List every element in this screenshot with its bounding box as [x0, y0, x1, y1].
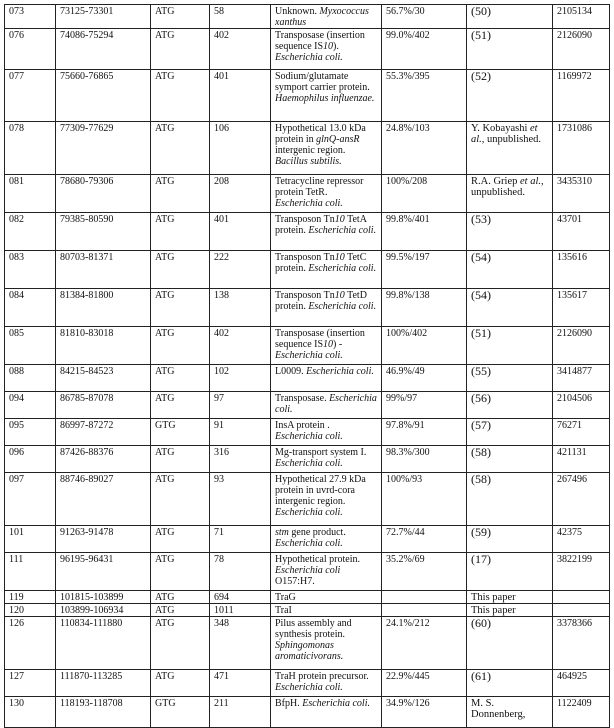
- reference-cell: (54): [467, 289, 553, 327]
- orf-number-cell: 120: [5, 604, 56, 617]
- table-row: [5, 327, 610, 365]
- description-cell: Pilus assembly and synthesis protein. Sphingomonas aromaticivorans.: [271, 617, 382, 670]
- start-codon-cell: GTG: [151, 419, 210, 446]
- start-codon-cell: ATG: [151, 526, 210, 553]
- coordinates-cell: 111870-113285: [56, 670, 151, 697]
- orf-number-cell: 078: [5, 122, 56, 175]
- length-cell: 106: [210, 122, 271, 175]
- accession-cell: 1122409: [553, 697, 610, 728]
- identity-cell: 100%/93: [382, 473, 467, 526]
- length-cell: 138: [210, 289, 271, 327]
- start-codon-cell: ATG: [151, 604, 210, 617]
- identity-cell: 22.9%/445: [382, 670, 467, 697]
- start-codon-cell: ATG: [151, 289, 210, 327]
- orf-number-cell: 097: [5, 473, 56, 526]
- start-codon-cell: ATG: [151, 213, 210, 251]
- coordinates-cell: 96195-96431: [56, 553, 151, 591]
- orf-number-cell: 076: [5, 29, 56, 70]
- coordinates-cell: 86997-87272: [56, 419, 151, 446]
- identity-cell: 34.9%/126: [382, 697, 467, 728]
- length-cell: 401: [210, 213, 271, 251]
- table-row: [5, 697, 610, 728]
- start-codon-cell: ATG: [151, 553, 210, 591]
- accession-cell: 76271: [553, 419, 610, 446]
- description-cell: TraH protein precursor. Escherichia coli.: [271, 670, 382, 697]
- start-codon-cell: ATG: [151, 175, 210, 213]
- orf-number-cell: 083: [5, 251, 56, 289]
- accession-cell: 267496: [553, 473, 610, 526]
- accession-cell: 43701: [553, 213, 610, 251]
- description-cell: Mg-transport system I. Escherichia coli.: [271, 446, 382, 473]
- reference-cell: This paper: [467, 591, 553, 604]
- reference-cell: (50): [467, 5, 553, 29]
- length-cell: 91: [210, 419, 271, 446]
- accession-cell: 3378366: [553, 617, 610, 670]
- length-cell: 471: [210, 670, 271, 697]
- orf-number-cell: 094: [5, 392, 56, 419]
- orf-number-cell: 119: [5, 591, 56, 604]
- table-row: [5, 175, 610, 213]
- table-row: [5, 526, 610, 553]
- start-codon-cell: ATG: [151, 29, 210, 70]
- identity-cell: 24.1%/212: [382, 617, 467, 670]
- orf-number-cell: 101: [5, 526, 56, 553]
- start-codon-cell: ATG: [151, 365, 210, 392]
- length-cell: 71: [210, 526, 271, 553]
- start-codon-cell: ATG: [151, 670, 210, 697]
- reference-cell: (51): [467, 327, 553, 365]
- length-cell: 402: [210, 327, 271, 365]
- identity-cell: 24.8%/103: [382, 122, 467, 175]
- accession-cell: 464925: [553, 670, 610, 697]
- length-cell: 316: [210, 446, 271, 473]
- table-row: [5, 365, 610, 392]
- accession-cell: 2105134: [553, 5, 610, 29]
- reference-cell: (57): [467, 419, 553, 446]
- coordinates-cell: 80703-81371: [56, 251, 151, 289]
- table-row: [5, 604, 610, 617]
- length-cell: 1011: [210, 604, 271, 617]
- coordinates-cell: 78680-79306: [56, 175, 151, 213]
- length-cell: 78: [210, 553, 271, 591]
- coordinates-cell: 75660-76865: [56, 70, 151, 122]
- accession-cell: [553, 591, 610, 604]
- accession-cell: 135616: [553, 251, 610, 289]
- description-cell: L0009. Escherichia coli.: [271, 365, 382, 392]
- length-cell: 402: [210, 29, 271, 70]
- start-codon-cell: ATG: [151, 591, 210, 604]
- length-cell: 97: [210, 392, 271, 419]
- reference-cell: This paper: [467, 604, 553, 617]
- description-cell: TraI: [271, 604, 382, 617]
- table-row: [5, 5, 610, 29]
- accession-cell: [553, 604, 610, 617]
- orf-number-cell: 096: [5, 446, 56, 473]
- description-cell: Transposase (insertion sequence IS10) - Escherichia coli.: [271, 327, 382, 365]
- description-cell: TraG: [271, 591, 382, 604]
- reference-cell: M. S. Donnenberg,: [467, 697, 553, 728]
- description-cell: InsA protein . Escherichia coli.: [271, 419, 382, 446]
- reference-cell: (58): [467, 473, 553, 526]
- description-cell: Hypothetical 13.0 kDa protein in glnQ-ansR intergenic region. Bacillus subtilis.: [271, 122, 382, 175]
- table-row: [5, 591, 610, 604]
- table-row: [5, 29, 610, 70]
- reference-cell: (61): [467, 670, 553, 697]
- orf-number-cell: 084: [5, 289, 56, 327]
- identity-cell: 98.3%/300: [382, 446, 467, 473]
- description-cell: Hypothetical protein. Escherichia coli O157:H7.: [271, 553, 382, 591]
- accession-cell: 1169972: [553, 70, 610, 122]
- accession-cell: 42375: [553, 526, 610, 553]
- orf-number-cell: 088: [5, 365, 56, 392]
- start-codon-cell: ATG: [151, 446, 210, 473]
- description-cell: BfpH. Escherichia coli.: [271, 697, 382, 728]
- identity-cell: 99.8%/138: [382, 289, 467, 327]
- orf-table-body: [5, 5, 610, 728]
- coordinates-cell: 81384-81800: [56, 289, 151, 327]
- length-cell: 401: [210, 70, 271, 122]
- orf-number-cell: 081: [5, 175, 56, 213]
- description-cell: Hypothetical 27.9 kDa protein in uvrd-cora intergenic region. Escherichia coli.: [271, 473, 382, 526]
- start-codon-cell: ATG: [151, 70, 210, 122]
- reference-cell: (52): [467, 70, 553, 122]
- coordinates-cell: 91263-91478: [56, 526, 151, 553]
- table-row: [5, 473, 610, 526]
- orf-number-cell: 095: [5, 419, 56, 446]
- start-codon-cell: ATG: [151, 473, 210, 526]
- orf-number-cell: 111: [5, 553, 56, 591]
- orf-table: [4, 4, 610, 728]
- orf-number-cell: 085: [5, 327, 56, 365]
- identity-cell: 72.7%/44: [382, 526, 467, 553]
- coordinates-cell: 110834-111880: [56, 617, 151, 670]
- coordinates-cell: 81810-83018: [56, 327, 151, 365]
- coordinates-cell: 73125-73301: [56, 5, 151, 29]
- description-cell: Unknown. Myxococcus xanthus: [271, 5, 382, 29]
- accession-cell: 2126090: [553, 327, 610, 365]
- table-row: [5, 251, 610, 289]
- reference-cell: (53): [467, 213, 553, 251]
- accession-cell: 3414877: [553, 365, 610, 392]
- identity-cell: 99.0%/402: [382, 29, 467, 70]
- start-codon-cell: ATG: [151, 5, 210, 29]
- coordinates-cell: 88746-89027: [56, 473, 151, 526]
- identity-cell: 46.9%/49: [382, 365, 467, 392]
- start-codon-cell: ATG: [151, 251, 210, 289]
- accession-cell: 421131: [553, 446, 610, 473]
- length-cell: 102: [210, 365, 271, 392]
- description-cell: Transposon Tn10 TetD protein. Escherichia coli.: [271, 289, 382, 327]
- identity-cell: 56.7%/30: [382, 5, 467, 29]
- orf-number-cell: 130: [5, 697, 56, 728]
- reference-cell: (56): [467, 392, 553, 419]
- identity-cell: 99%/97: [382, 392, 467, 419]
- length-cell: 348: [210, 617, 271, 670]
- length-cell: 208: [210, 175, 271, 213]
- reference-cell: (59): [467, 526, 553, 553]
- reference-cell: (58): [467, 446, 553, 473]
- description-cell: Transposase. Escherichia coli.: [271, 392, 382, 419]
- accession-cell: 135617: [553, 289, 610, 327]
- description-cell: stm gene product. Escherichia coli.: [271, 526, 382, 553]
- description-cell: Transposon Tn10 TetA protein. Escherichia coli.: [271, 213, 382, 251]
- identity-cell: 97.8%/91: [382, 419, 467, 446]
- table-row: [5, 289, 610, 327]
- start-codon-cell: ATG: [151, 617, 210, 670]
- start-codon-cell: ATG: [151, 122, 210, 175]
- coordinates-cell: 118193-118708: [56, 697, 151, 728]
- orf-number-cell: 127: [5, 670, 56, 697]
- orf-number-cell: 126: [5, 617, 56, 670]
- length-cell: 58: [210, 5, 271, 29]
- coordinates-cell: 84215-84523: [56, 365, 151, 392]
- coordinates-cell: 87426-88376: [56, 446, 151, 473]
- length-cell: 222: [210, 251, 271, 289]
- description-cell: Transposase (insertion sequence IS10). Escherichia coli.: [271, 29, 382, 70]
- reference-cell: Y. Kobayashi et al., unpublished.: [467, 122, 553, 175]
- start-codon-cell: GTG: [151, 697, 210, 728]
- description-cell: Sodium/glutamate symport carrier protein. Haemophilus influenzae.: [271, 70, 382, 122]
- coordinates-cell: 77309-77629: [56, 122, 151, 175]
- table-row: [5, 617, 610, 670]
- identity-cell: 35.2%/69: [382, 553, 467, 591]
- reference-cell: R.A. Griep et al., unpublished.: [467, 175, 553, 213]
- coordinates-cell: 74086-75294: [56, 29, 151, 70]
- reference-cell: (17): [467, 553, 553, 591]
- orf-number-cell: 082: [5, 213, 56, 251]
- coordinates-cell: 79385-80590: [56, 213, 151, 251]
- accession-cell: 3822199: [553, 553, 610, 591]
- identity-cell: 100%/402: [382, 327, 467, 365]
- description-cell: Transposon Tn10 TetC protein. Escherichia coli.: [271, 251, 382, 289]
- accession-cell: 2126090: [553, 29, 610, 70]
- orf-number-cell: 077: [5, 70, 56, 122]
- reference-cell: (51): [467, 29, 553, 70]
- coordinates-cell: 101815-103899: [56, 591, 151, 604]
- length-cell: 93: [210, 473, 271, 526]
- start-codon-cell: ATG: [151, 327, 210, 365]
- table-row: [5, 122, 610, 175]
- length-cell: 211: [210, 697, 271, 728]
- table-row: [5, 213, 610, 251]
- identity-cell: [382, 591, 467, 604]
- table-row: [5, 553, 610, 591]
- coordinates-cell: 86785-87078: [56, 392, 151, 419]
- reference-cell: (60): [467, 617, 553, 670]
- identity-cell: 100%/208: [382, 175, 467, 213]
- table-row: [5, 392, 610, 419]
- reference-cell: (55): [467, 365, 553, 392]
- reference-cell: (54): [467, 251, 553, 289]
- table-row: [5, 446, 610, 473]
- accession-cell: 1731086: [553, 122, 610, 175]
- coordinates-cell: 103899-106934: [56, 604, 151, 617]
- accession-cell: 2104506: [553, 392, 610, 419]
- identity-cell: 99.8%/401: [382, 213, 467, 251]
- accession-cell: 3435310: [553, 175, 610, 213]
- identity-cell: 55.3%/395: [382, 70, 467, 122]
- table-row: [5, 670, 610, 697]
- length-cell: 694: [210, 591, 271, 604]
- identity-cell: [382, 604, 467, 617]
- orf-number-cell: 073: [5, 5, 56, 29]
- table-row: [5, 70, 610, 122]
- start-codon-cell: ATG: [151, 392, 210, 419]
- description-cell: Tetracycline repressor protein TetR. Escherichia coli.: [271, 175, 382, 213]
- table-row: [5, 419, 610, 446]
- identity-cell: 99.5%/197: [382, 251, 467, 289]
